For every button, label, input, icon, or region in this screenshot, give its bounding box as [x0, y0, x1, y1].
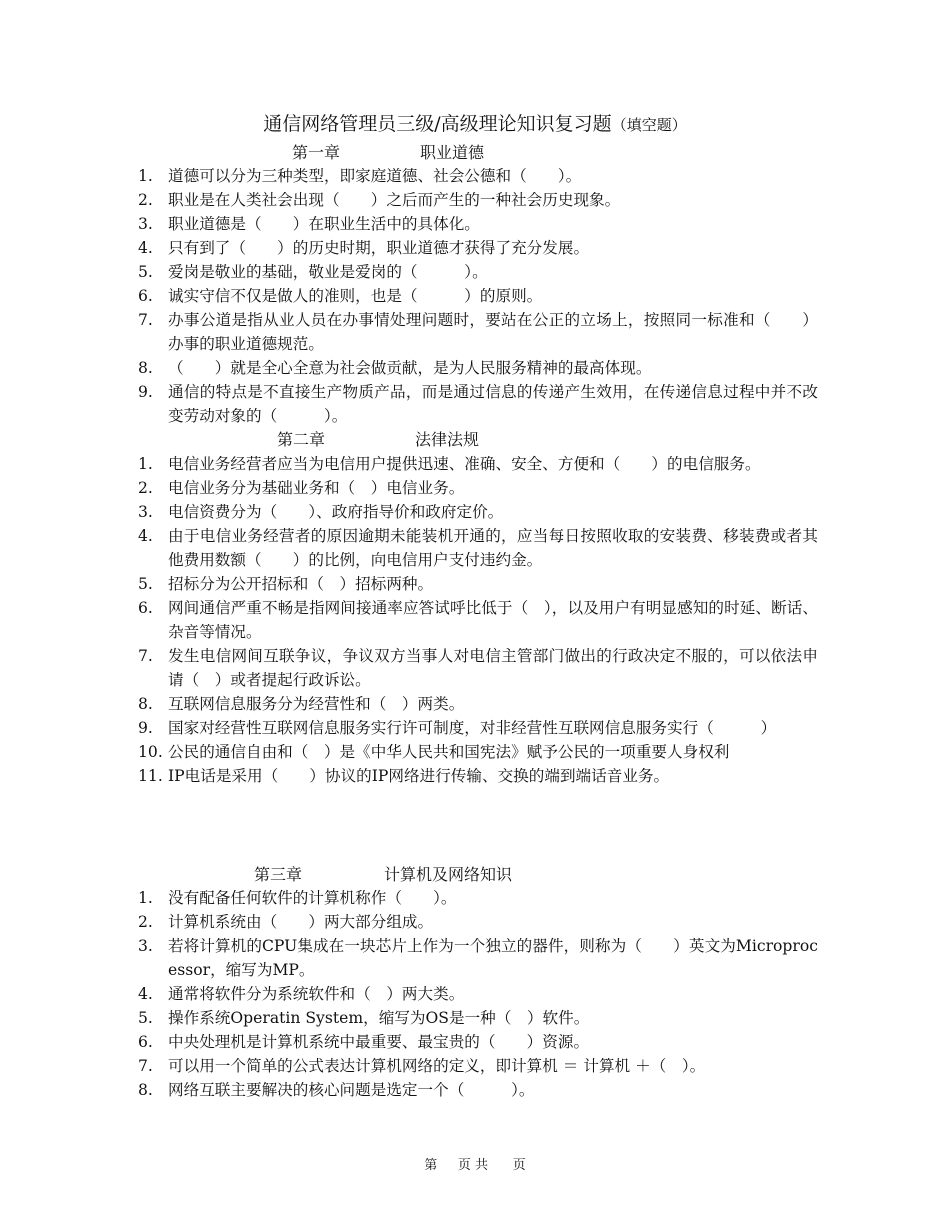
question-text: 职业道德是（ ）在职业生活中的具体化。 — [168, 215, 480, 233]
chapter-1-heading — [0, 141, 950, 165]
question-item — [138, 236, 818, 260]
chapter-3-heading — [0, 863, 950, 887]
question-number: 6. — [138, 1033, 153, 1051]
question-item — [138, 380, 818, 428]
question-number: 7. — [138, 311, 153, 329]
question-item — [138, 740, 818, 764]
question-text: 道德可以分为三种类型，即家庭道德、社会公德和（ ）。 — [168, 167, 582, 185]
question-text: 通信的特点是不直接生产物质产品，而是通过信息的传递产生效用，在传递信息过程中并不改变劳动对象的（ ）。 — [168, 383, 818, 425]
question-text: 通常将软件分为系统软件和（ ）两大类。 — [168, 985, 465, 1003]
question-number: 4. — [138, 985, 153, 1003]
question-number: 9. — [138, 719, 153, 737]
question-item — [138, 260, 818, 284]
page-footer: 第 页 共 页 — [424, 1158, 526, 1173]
chapter-1-number: 第一章 — [292, 143, 341, 162]
question-number: 10. — [138, 743, 163, 761]
question-text: 办事公道是指从业人员在办事情处理问题时，要站在公正的立场上，按照同一标准和（ ）办事的职业道德规范。 — [168, 311, 818, 353]
question-item — [138, 692, 818, 716]
chapter-2-number: 第二章 — [277, 430, 326, 449]
question-item — [138, 886, 818, 910]
question-number: 4. — [138, 239, 153, 257]
question-number: 1. — [138, 167, 153, 185]
question-item — [138, 934, 818, 982]
question-item — [138, 716, 818, 740]
chapter-1-title: 职业道德 — [420, 143, 485, 162]
chapter-2-title: 法律法规 — [415, 430, 480, 449]
question-text: 由于电信业务经营者的原因逾期未能装机开通的，应当每日按照收取的安装费、移装费或者其他费用数额（ ）的比例，向电信用户支付违约金。 — [168, 527, 818, 569]
chapter-3-question-list — [138, 886, 818, 1102]
question-text: 电信业务分为基础业务和（ ）电信业务。 — [168, 479, 465, 497]
question-text: 诚实守信不仅是做人的准则，也是（ ）的原则。 — [168, 287, 543, 305]
chapter-2-question-list — [138, 452, 818, 788]
question-text: 国家对经营性互联网信息服务实行许可制度，对非经营性互联网信息服务实行（ ） — [168, 719, 777, 737]
question-item — [138, 1030, 818, 1054]
question-number: 8. — [138, 1081, 153, 1099]
chapter-3-number: 第三章 — [254, 865, 303, 884]
question-item — [138, 308, 818, 356]
document-title — [0, 111, 950, 138]
question-number: 5. — [138, 575, 153, 593]
question-text: 电信业务经营者应当为电信用户提供迅速、准确、安全、方便和（ ）的电信服务。 — [168, 455, 761, 473]
question-item — [138, 644, 818, 692]
question-text: 只有到了（ ）的历史时期，职业道德才获得了充分发展。 — [168, 239, 590, 257]
question-number: 8. — [138, 359, 153, 377]
question-item — [138, 500, 818, 524]
question-number: 6. — [138, 599, 153, 617]
question-item — [138, 212, 818, 236]
question-text: 网络互联主要解决的核心问题是选定一个（ ）。 — [168, 1081, 535, 1099]
question-item — [138, 1078, 818, 1102]
question-item — [138, 452, 818, 476]
question-item — [138, 188, 818, 212]
document-title-main: 通信网络管理员三级/高级理论知识复习题 — [263, 113, 612, 135]
question-item — [138, 164, 818, 188]
question-text: 互联网信息服务分为经营性和（ ）两类。 — [168, 695, 465, 713]
question-text: 公民的通信自由和（ ）是《中华人民共和国宪法》赋予公民的一项重要人身权利 — [168, 743, 730, 761]
question-number: 2. — [138, 191, 153, 209]
question-item — [138, 910, 818, 934]
question-text: 发生电信网间互联争议，争议双方当事人对电信主管部门做出的行政决定不服的，可以依法申请（ ）或者提起行政诉讼。 — [168, 647, 818, 689]
question-text: 职业是在人类社会出现（ ）之后而产生的一种社会历史现象。 — [168, 191, 621, 209]
chapter-3-title: 计算机及网络知识 — [384, 865, 513, 884]
question-number: 7. — [138, 647, 153, 665]
chapter-2-heading — [0, 428, 950, 452]
question-item — [138, 284, 818, 308]
question-number: 11. — [138, 767, 163, 785]
question-number: 3. — [138, 503, 153, 521]
question-number: 4. — [138, 527, 153, 545]
question-text: 招标分为公开招标和（ ）招标两种。 — [168, 575, 434, 593]
question-number: 9. — [138, 383, 153, 401]
question-text: 电信资费分为（ ）、政府指导价和政府定价。 — [168, 503, 504, 521]
question-number: 5. — [138, 263, 153, 281]
question-text: 中央处理机是计算机系统中最重要、最宝贵的（ ）资源。 — [168, 1033, 590, 1051]
question-number: 7. — [138, 1057, 153, 1075]
question-number: 5. — [138, 1009, 153, 1027]
question-text: 计算机系统由（ ）两大部分组成。 — [168, 913, 434, 931]
question-text: 可以用一个简单的公式表达计算机网络的定义，即计算机 ＝ 计算机 ＋（ ）。 — [168, 1057, 706, 1075]
question-number: 1. — [138, 455, 153, 473]
chapter-1-question-list — [138, 164, 818, 428]
question-item — [138, 982, 818, 1006]
question-text: 爱岗是敬业的基础，敬业是爱岗的（ ）。 — [168, 263, 488, 281]
question-item — [138, 1054, 818, 1078]
question-item — [138, 524, 818, 572]
question-text: 操作系统Operatin System，缩写为OS是一种（ ）软件。 — [168, 1009, 590, 1027]
document-title-suffix: （填空题） — [611, 116, 687, 134]
question-text: 若将计算机的CPU集成在一块芯片上作为一个独立的器件，则称为（ ）英文为Microprocessor，缩写为MP。 — [168, 937, 818, 979]
question-text: IP电话是采用（ ）协议的IP网络进行传输、交换的端到端话音业务。 — [168, 767, 670, 785]
question-item — [138, 476, 818, 500]
question-item — [138, 1006, 818, 1030]
question-text: （ ）就是全心全意为社会做贡献，是为人民服务精神的最高体现。 — [168, 359, 652, 377]
question-item — [138, 596, 818, 644]
question-number: 2. — [138, 913, 153, 931]
question-item — [138, 764, 818, 788]
question-number: 3. — [138, 215, 153, 233]
question-number: 2. — [138, 479, 153, 497]
question-number: 8. — [138, 695, 153, 713]
question-text: 没有配备任何软件的计算机称作（ ）。 — [168, 889, 457, 907]
question-number: 6. — [138, 287, 153, 305]
question-item — [138, 356, 818, 380]
question-number: 1. — [138, 889, 153, 907]
question-text: 网间通信严重不畅是指网间接通率应答试呼比低于（ ），以及用户有明显感知的时延、断话、杂音等情况。 — [168, 599, 818, 641]
question-number: 3. — [138, 937, 153, 955]
question-item — [138, 572, 818, 596]
